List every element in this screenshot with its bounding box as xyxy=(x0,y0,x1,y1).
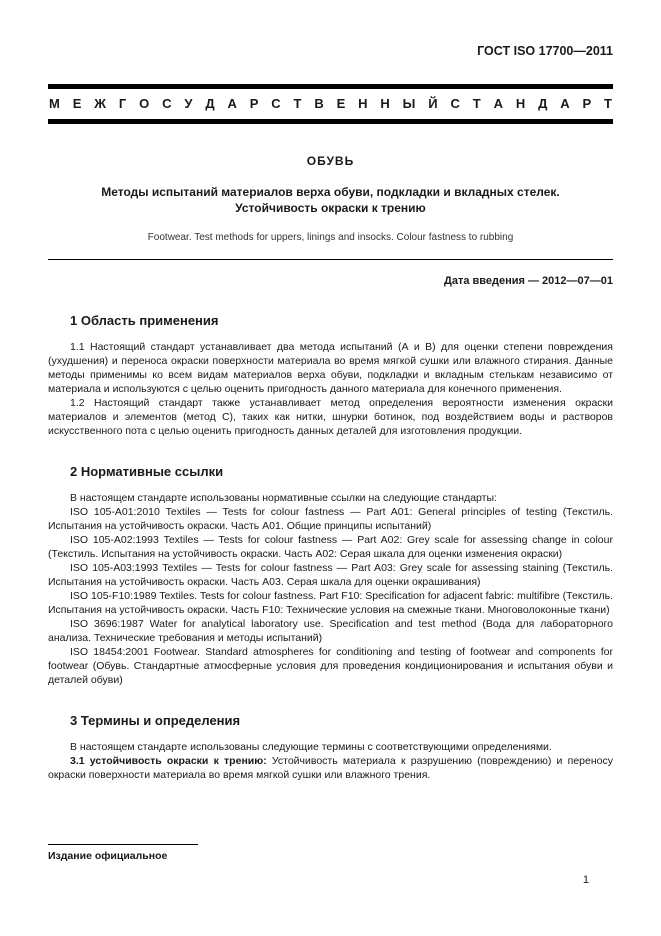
official-edition-note: Издание официальное xyxy=(48,850,168,862)
reference-iso-3696: ISO 3696:1987 Water for analytical laboratory use. Specification and test method (Вода для лабораторного анализа. Технические требования и методы испытаний) xyxy=(48,618,613,644)
doc-title-en: Footwear. Test methods for uppers, linings and insocks. Colour fastness to rubbing xyxy=(147,232,514,243)
section-3-heading: 3 Термины и определения xyxy=(70,713,241,728)
reference-iso-18454: ISO 18454:2001 Footwear. Standard atmospheres for conditioning and testing of footwear and components for footwear (Обувь. Стандартные атмосферные условия для проведения кондиционирования и испытания обуви и деталей обуви) xyxy=(48,646,613,686)
reference-iso-105-a02: ISO 105-А02:1993 Textiles — Tests for colour fastness — Part A02: Grey scale for assessing change in colour (Текстиль. Испытания на устойчивость окраски. Часть А02: Серая шкала для оценки изменения окраски) xyxy=(48,534,613,560)
header-divider xyxy=(48,259,613,260)
section-2-heading: 2 Нормативные ссылки xyxy=(70,464,224,479)
term-label: 3.1 устойчивость окраски к трению: xyxy=(70,755,267,767)
reference-iso-105-a01: ISO 105-А01:2010 Textiles — Tests for colour fastness — Part A01: General principles of testing (Текстиль. Испытания на устойчивость окраски. Часть А01. Общие принципы испытаний) xyxy=(48,506,613,532)
section-1-heading: 1 Область применения xyxy=(70,313,219,328)
doc-title-ru xyxy=(48,184,613,216)
term-definition: Устойчивость материала к разрушению (повреждению) и переносу окраски поверхности материала во время мягкой сушки или влажного трения. xyxy=(48,755,613,781)
section-scope xyxy=(48,313,613,438)
effective-date: Дата введения — 2012—07—01 xyxy=(444,275,613,287)
section-terms-definitions xyxy=(48,713,613,782)
standard-type-banner: М Е Ж Г О С У Д А Р С Т В Е Н Н Ы Й С Т А Н Д А Р Т xyxy=(48,84,613,124)
reference-iso-105-f10: ISO 105-F10:1989 Textiles. Tests for colour fastness. Part F10: Specification for adjacent fabric: multifibre (Текстиль. Испытания на устойчивость окраски. Часть F10: Технические условия на смежные ткани. Многоволоконные ткани) xyxy=(48,590,613,616)
doc-code: ГОСТ ISO 17700—2011 xyxy=(477,44,613,58)
paragraph-3-intro: В настоящем стандарте использованы следующие термины с соответствующими определениями. xyxy=(70,741,552,753)
paragraph-2-intro: В настоящем стандарте использованы нормативные ссылки на следующие стандарты: xyxy=(70,492,497,504)
doc-title-line2: Устойчивость окраски к трению xyxy=(235,201,426,215)
paragraph-1-2: 1.2 Настоящий стандарт также устанавливает метод определения вероятности изменения окраски материалов и элементов (метод С), таких как нитки, шнурки ботинок, под воздействием воды и растворов искусственного пота с целью оценить пригодность данных деталей для изготовления продукции. xyxy=(48,397,613,437)
doc-title-line1: Методы испытаний материалов верха обуви, подкладки и вкладных стелек. xyxy=(101,185,560,199)
doc-subject-caps: ОБУВЬ xyxy=(306,154,355,168)
paragraph-1-1: 1.1 Настоящий стандарт устанавливает два метода испытаний (А и В) для оценки степени повреждения (ухудшения) и переноса окраски поверхности материала во время мягкой сушки или влажного стирания. Данные методы применимы ко всем видам материалов верха обуви, подкладки и вкладным стелькам независимо от материала и используются с целью оценить пригодность данного материала для конечного применения. xyxy=(48,341,613,395)
paragraph-3-1-definition xyxy=(48,754,613,782)
reference-iso-105-a03: ISO 105-А03:1993 Textiles — Tests for colour fastness — Part A03: Grey scale for assessing staining (Текстиль. Испытания на устойчивость окраски. Часть А03. Серая шкала для оценки окрашивания) xyxy=(48,562,613,588)
section-normative-references xyxy=(48,464,613,687)
footer-divider xyxy=(48,844,198,845)
page-number: 1 xyxy=(582,874,589,886)
